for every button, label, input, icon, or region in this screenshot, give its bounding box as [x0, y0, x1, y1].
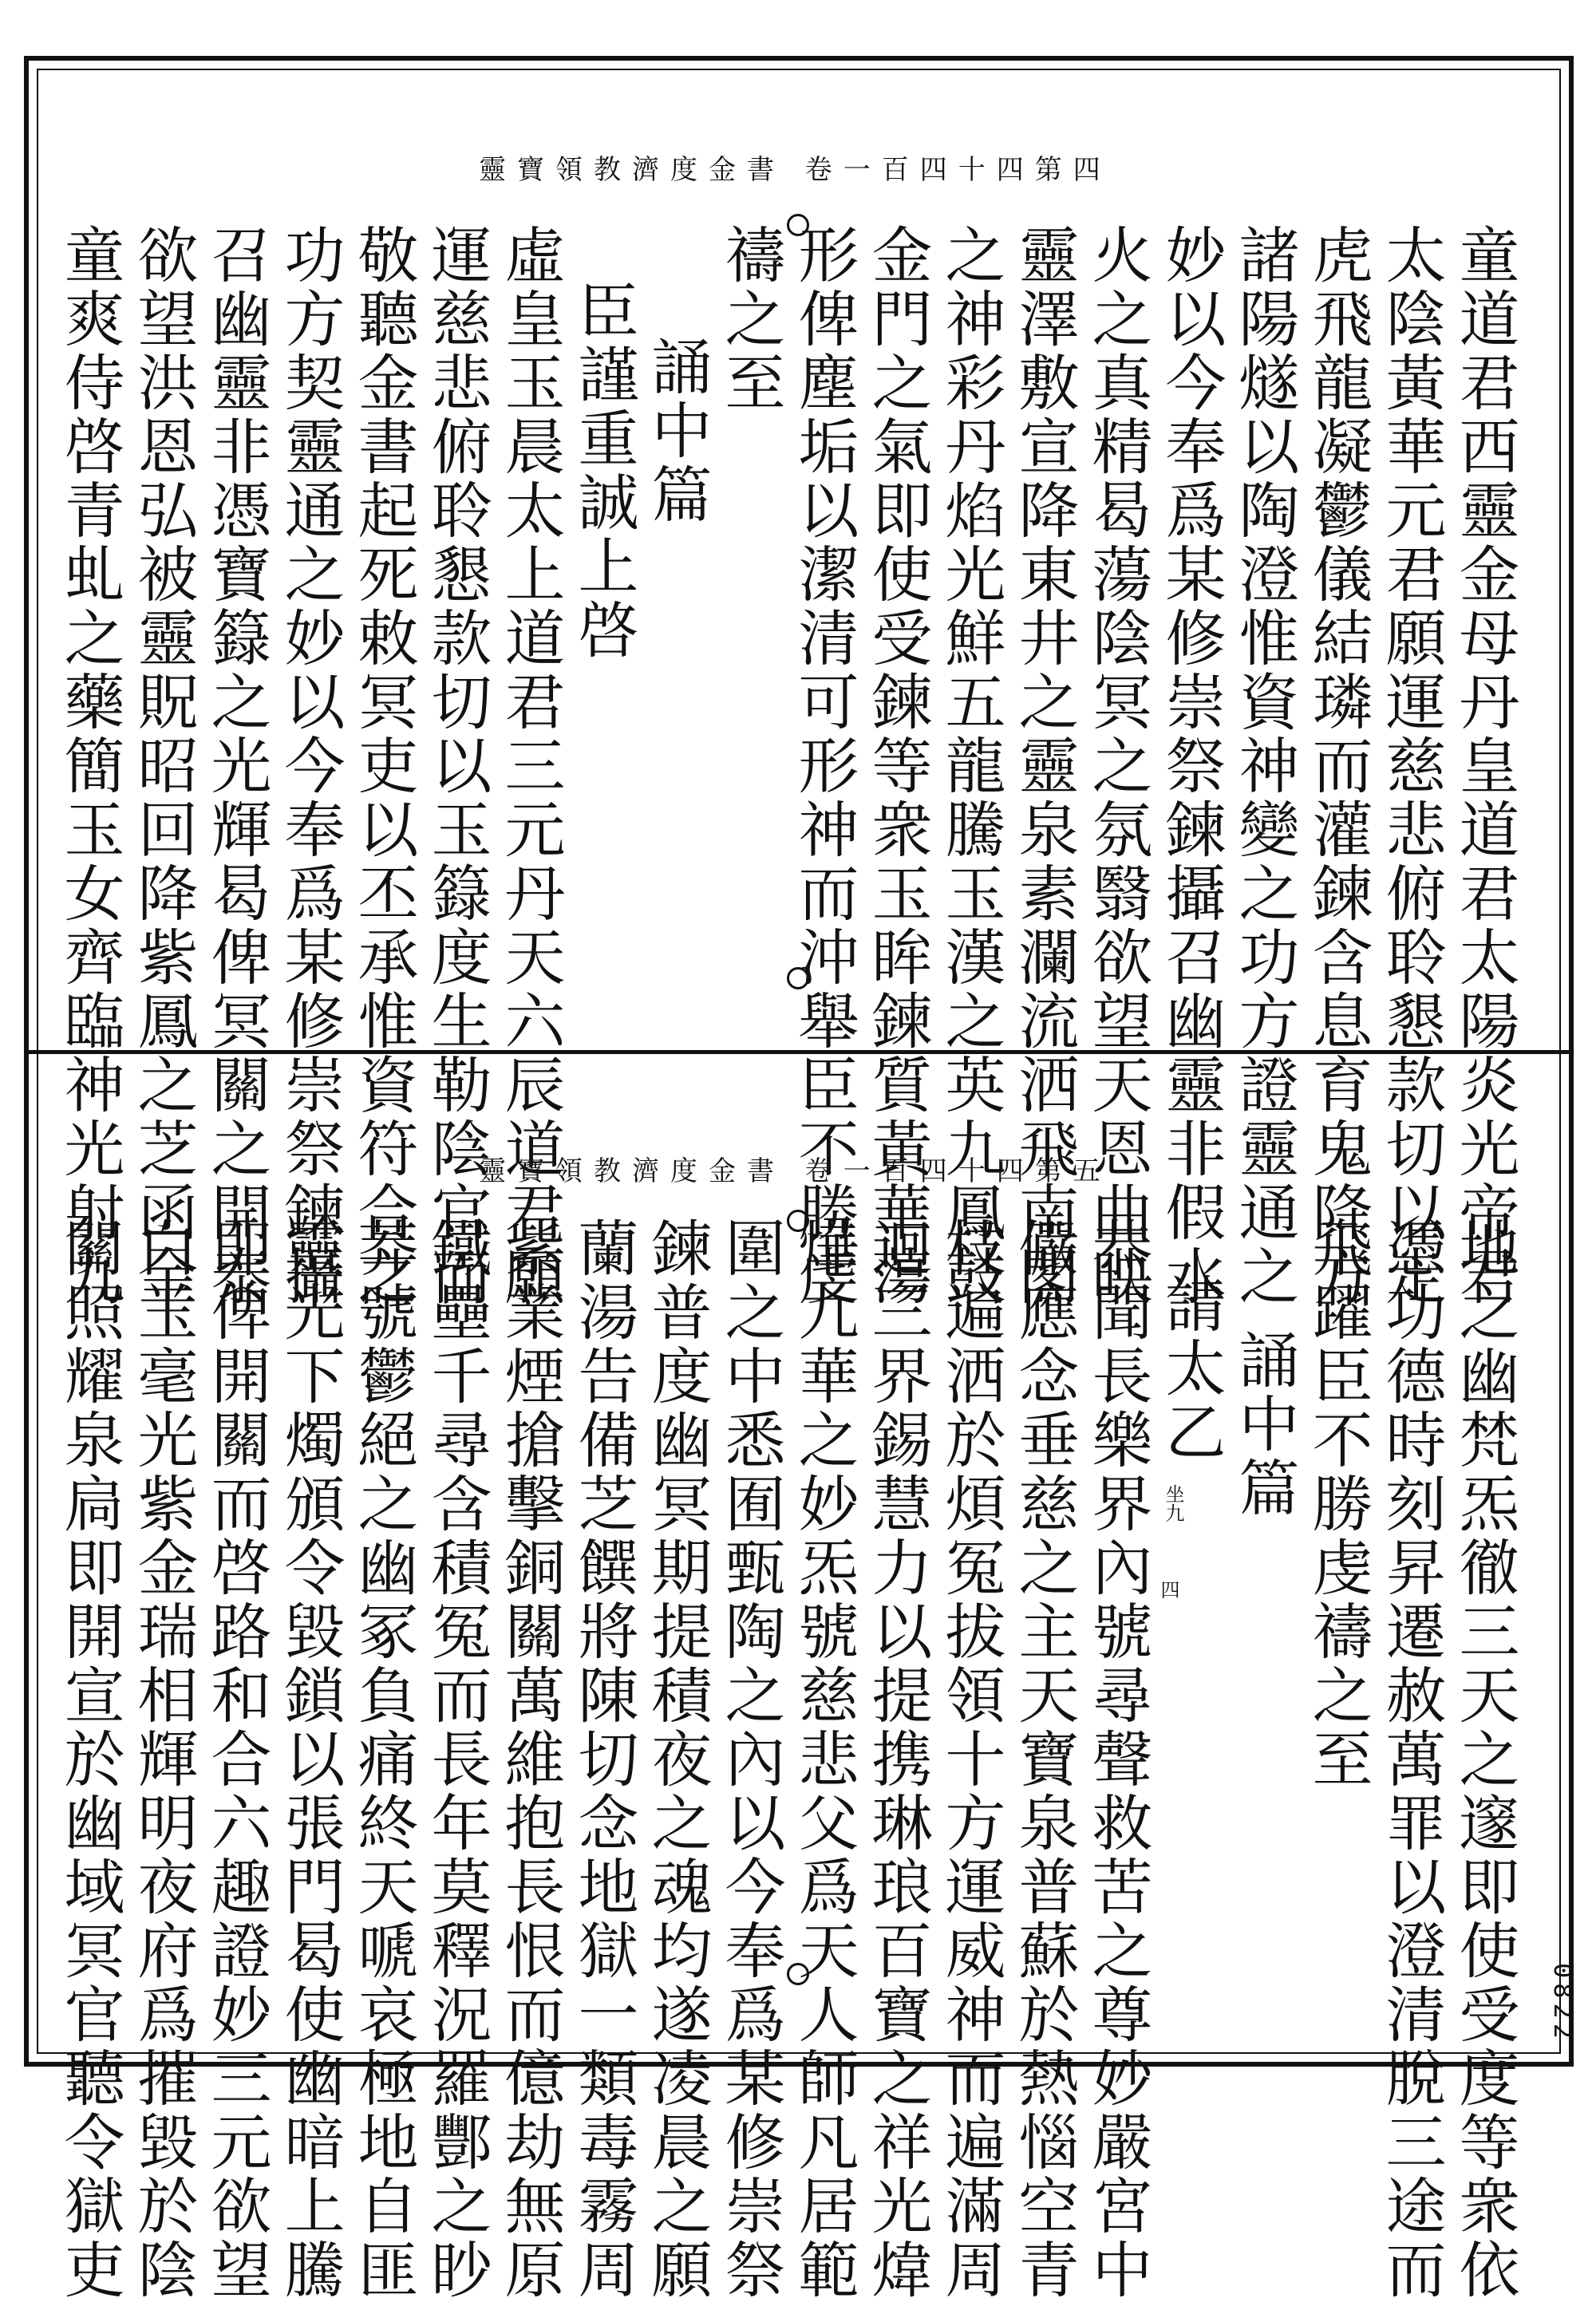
- top-header: 靈寶領教濟度金書 卷一百四十四第四: [479, 154, 1112, 186]
- text-column: 靈光下燭頒令毀鎖以張門曷使幽暗上騰: [275, 1217, 346, 2302]
- text-column: 運慈悲俯聆懇款切以玉籙度生勒陰官而: [421, 223, 492, 1309]
- text-column: 金門之氣即使受鍊等衆玉眸鍊質黃華蕩: [862, 223, 933, 1309]
- text-column: 靈澤敷宣降東井之靈泉素瀾流洒飛南閣: [1009, 223, 1080, 1309]
- text-column: 形俾塵垢以潔清可形神而沖舉臣不勝虔: [788, 223, 859, 1309]
- text-column: 童爽侍啓青虬之藥簡玉女齊臨神光射九: [54, 223, 125, 1309]
- text-column: 功方契靈通之妙以今奉爲某修崇祭鍊攝: [275, 223, 346, 1309]
- text-column: 儼應念垂慈之主天寶泉普蘇於熱惱空青: [1009, 1217, 1080, 2302]
- text-column: 莽號鬱絕之幽冢負痛終天嗁哀極地自匪: [348, 1217, 419, 2302]
- punctuation-circle: [787, 1210, 809, 1232]
- text-column: 虎飛龍凝鬱儀結璘而灌鍊含息育鬼降方: [1302, 223, 1373, 1309]
- text-column: 禱之至: [715, 223, 786, 415]
- text-column: 紫業煙搶擊銅關萬維抱長恨而億劫無原: [495, 1217, 566, 2302]
- text-column: 圍之中悉囿甄陶之內以今奉爲某修崇祭: [715, 1217, 786, 2302]
- text-column: 燁九華之妙炁號慈悲父爲天人師凡居範: [788, 1217, 859, 2302]
- text-column: 鍊普度幽冥期提積夜之魂均遂凌晨之願: [642, 1217, 713, 2302]
- text-column: 之神彩丹焰光鮮五龍騰玉漢之英九鳳鼓: [935, 223, 1006, 1309]
- text-column: 恭聞長樂界內號尋聲救苦之尊妙嚴宮中: [1082, 1217, 1153, 2302]
- text-column: 臣謹重誠上啓: [568, 279, 639, 662]
- bottom-header: 靈寶領教濟度金書 卷一百四十四第五: [479, 1155, 1112, 1187]
- text-column: 誦中篇: [642, 335, 713, 527]
- text-column: 妙以今奉爲某修崇祭鍊攝召幽靈非假水: [1156, 223, 1227, 1309]
- text-column: 枝遍洒於煩冤拔領十方運威神而遍滿周: [935, 1217, 1006, 2302]
- text-column: 鐵壘千尋含積冤而長年莫釋況羅酆之眇: [421, 1217, 492, 2302]
- punctuation-circle: [787, 1963, 809, 1985]
- text-column: 地之幽梵炁徹三天之邃即使受度等衆依: [1449, 1217, 1520, 2302]
- text-column: 火之真精曷蕩陰冥之氛翳欲望天恩曲映: [1082, 223, 1153, 1309]
- text-column: 召幽靈非憑寶籙之光輝曷俾冥關之開泰: [201, 223, 272, 1309]
- text-column: 迴三界錫慧力以提携琳琅百寶之祥光煒: [862, 1217, 933, 2302]
- text-column: 白玉毫光紫金瑞相輝明夜府爲摧毀於陰: [128, 1217, 199, 2302]
- text-column: 太陰黃華元君願運慈悲俯聆懇款切以走: [1376, 223, 1447, 1309]
- punctuation-circle: [787, 967, 809, 989]
- text-column: 憑功德時刻昇遷赦萬罪以澄清脫三途而: [1376, 1217, 1447, 2302]
- text-column: 虛皇玉晨太上道君三元丹天六辰道君願: [495, 223, 566, 1309]
- punctuation-circle: [787, 214, 809, 236]
- text-column: 請太乙: [1156, 1273, 1227, 1464]
- page-number: 0822: [1548, 1963, 1578, 2044]
- text-column: 敬聽金書起死敕冥吏以丕承惟資符合之: [348, 223, 419, 1309]
- text-column: 諸陽燧以陶澄惟資神變之功方證靈通之: [1229, 223, 1300, 1309]
- text-column: 關照耀泉扃即開宣於幽域冥官聽令獄吏: [54, 1217, 125, 2302]
- small-note: 四: [1157, 1580, 1179, 1599]
- text-column: 即俾開關而啓路和合六趣證妙三元欲望: [201, 1217, 272, 2302]
- text-column: 蘭湯告備芝饌將陳切念地獄一類毒霧周: [568, 1217, 639, 2302]
- text-column: 欲望洪恩弘被靈貺昭回降紫鳳之芝函金: [128, 223, 199, 1309]
- text-column: 誦中篇: [1229, 1329, 1300, 1520]
- small-note: 坐九: [1162, 1484, 1184, 1522]
- text-column: 飛躍臣不勝虔禱之至: [1302, 1217, 1373, 1791]
- text-column: 童道君西靈金母丹皇道君太陽炎光帝君: [1449, 223, 1520, 1309]
